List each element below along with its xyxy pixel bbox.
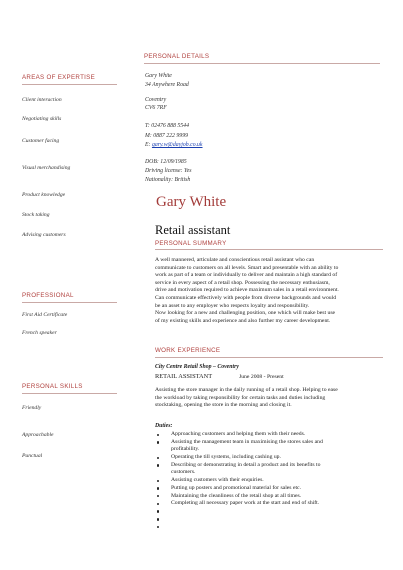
summary-line: Can communicate effectively with people from diverse backgrounds and would	[155, 294, 337, 301]
personal-summary-heading: PERSONAL SUMMARY	[155, 240, 227, 247]
duty-text: Maintaining the cleanliness of the retail shop at all times.	[171, 492, 302, 499]
divider	[22, 393, 117, 394]
summary-line: A well mannered, articulate and conscientious retail assistant who can	[155, 257, 315, 263]
bullet-icon	[157, 464, 159, 466]
summary-line: drive and motivation required to achieve maximum sales in a retail environment.	[155, 287, 339, 294]
contact-street: 34 Anywhere Road	[145, 82, 189, 88]
expertise-item: Client interaction	[22, 97, 62, 103]
contact-mobile: M: 0887 222 9999	[145, 133, 188, 139]
list-item	[157, 446, 387, 454]
employment-dates: June 2008 - Present	[239, 374, 284, 380]
summary-line: be an asset to any employer who respects loyalty and responsibility.	[155, 302, 310, 309]
divider	[144, 63, 380, 64]
position-title: RETAIL ASSISTANT	[155, 373, 213, 380]
expertise-item: Customer facing	[22, 138, 60, 144]
list-item	[157, 469, 387, 477]
list-item	[157, 523, 387, 531]
contact-nationality: Nationality: British	[145, 177, 191, 183]
role-line: stocktaking, opening the store in the morning and closing it.	[155, 402, 292, 409]
role-line: the workload by taking responsibility for certain tasks and duties including	[155, 394, 326, 401]
professional-heading: PROFESSIONAL	[22, 292, 74, 299]
expertise-item: Stock taking	[22, 212, 50, 218]
contact-name: Gary White	[145, 73, 172, 79]
work-experience-heading: WORK EXPERIENCE	[155, 347, 221, 354]
candidate-name: Gary White	[156, 194, 227, 210]
bullet-icon	[157, 434, 159, 436]
bullet-icon	[157, 518, 159, 520]
expertise-item: Product knowledge	[22, 192, 66, 198]
contact-city: Coventry	[145, 97, 167, 103]
list-item	[157, 462, 387, 470]
professional-item: French speaker	[22, 330, 57, 336]
duty-text: customers.	[171, 469, 196, 476]
summary-paragraph	[155, 257, 339, 325]
contact-licence: Driving license: Yes	[145, 168, 192, 174]
employer: City Centre Retail Shop – Coventry	[155, 364, 239, 370]
divider	[22, 84, 117, 85]
contact-postcode: CV6 7RF	[145, 105, 167, 111]
skill-item: Approachable	[22, 432, 54, 438]
bullet-icon	[157, 480, 159, 482]
contact-telephone: T: 02476 888 5544	[145, 123, 189, 129]
email-label: E:	[145, 142, 151, 148]
list-item	[157, 500, 387, 508]
list-item	[157, 431, 387, 439]
duty-text: Describing or demonstrating in detail a product and its benefits to	[171, 461, 321, 468]
bullet-icon	[157, 457, 159, 459]
summary-line: communicate to customers on all levels. Smart and presentable with an ability to	[155, 264, 339, 271]
duty-text: Assisting customers with their enquiries.	[171, 477, 264, 484]
divider	[155, 357, 383, 358]
summary-line: service in every aspect of a retail shop. Possessing the necessary enthusiasm,	[155, 279, 330, 286]
email-link[interactable]: gary.w@dayjob.co.uk	[151, 142, 203, 148]
duty-text: Approaching customers and helping them with their needs.	[171, 431, 306, 437]
list-item	[157, 508, 387, 516]
bullet-icon	[157, 510, 159, 512]
expertise-item: Advising customers	[22, 232, 66, 238]
summary-line: work as part of a team or individually to deliver and maintain a high standard of	[155, 272, 338, 279]
summary-line: Now looking for a new and challenging position, one which will make best use	[155, 310, 336, 317]
role-line: Assisting the store manager in the daily running of a retail shop. Helping to ease	[155, 387, 338, 393]
expertise-item: Visual merchandising	[22, 165, 71, 171]
bullet-icon	[157, 487, 159, 489]
summary-line: of my existing skills and experience and also further my career development.	[155, 317, 331, 324]
list-item	[157, 485, 387, 493]
contact-email-row	[145, 141, 203, 150]
duty-text: Putting up posters and promotional material for sales etc.	[171, 484, 301, 491]
duty-text: profitability.	[171, 446, 200, 453]
divider	[155, 249, 383, 250]
skill-item: Friendly	[22, 405, 42, 411]
duty-text: Operating the till systems, including cashing up.	[171, 454, 281, 461]
areas-of-expertise-heading: AREAS OF EXPERTISE	[22, 74, 96, 81]
personal-details-heading: PERSONAL DETAILS	[144, 53, 210, 60]
professional-item: First Aid Certificate	[22, 312, 68, 318]
duties-list	[157, 431, 387, 531]
list-item	[157, 454, 387, 462]
personal-skills-heading: PERSONAL SKILLS	[22, 383, 83, 390]
list-item	[157, 477, 387, 485]
list-item	[157, 516, 387, 524]
duty-text: Assisting the management team in maximising the stores sales and	[171, 438, 323, 445]
duties-heading: Duties:	[155, 423, 173, 429]
bullet-icon	[157, 441, 159, 443]
bullet-icon	[157, 526, 159, 528]
bullet-icon	[157, 495, 159, 497]
expertise-item: Negotiating skills	[22, 116, 62, 122]
bullet-icon	[157, 503, 159, 505]
contact-dob: DOB: 12/09/1985	[145, 159, 187, 165]
duty-text: Completing all necessary paper work at the start and end of shift.	[171, 500, 320, 507]
divider	[22, 302, 117, 303]
job-title: Retail assistant	[155, 223, 231, 237]
role-description	[155, 387, 338, 410]
skill-item: Punctual	[22, 453, 43, 459]
